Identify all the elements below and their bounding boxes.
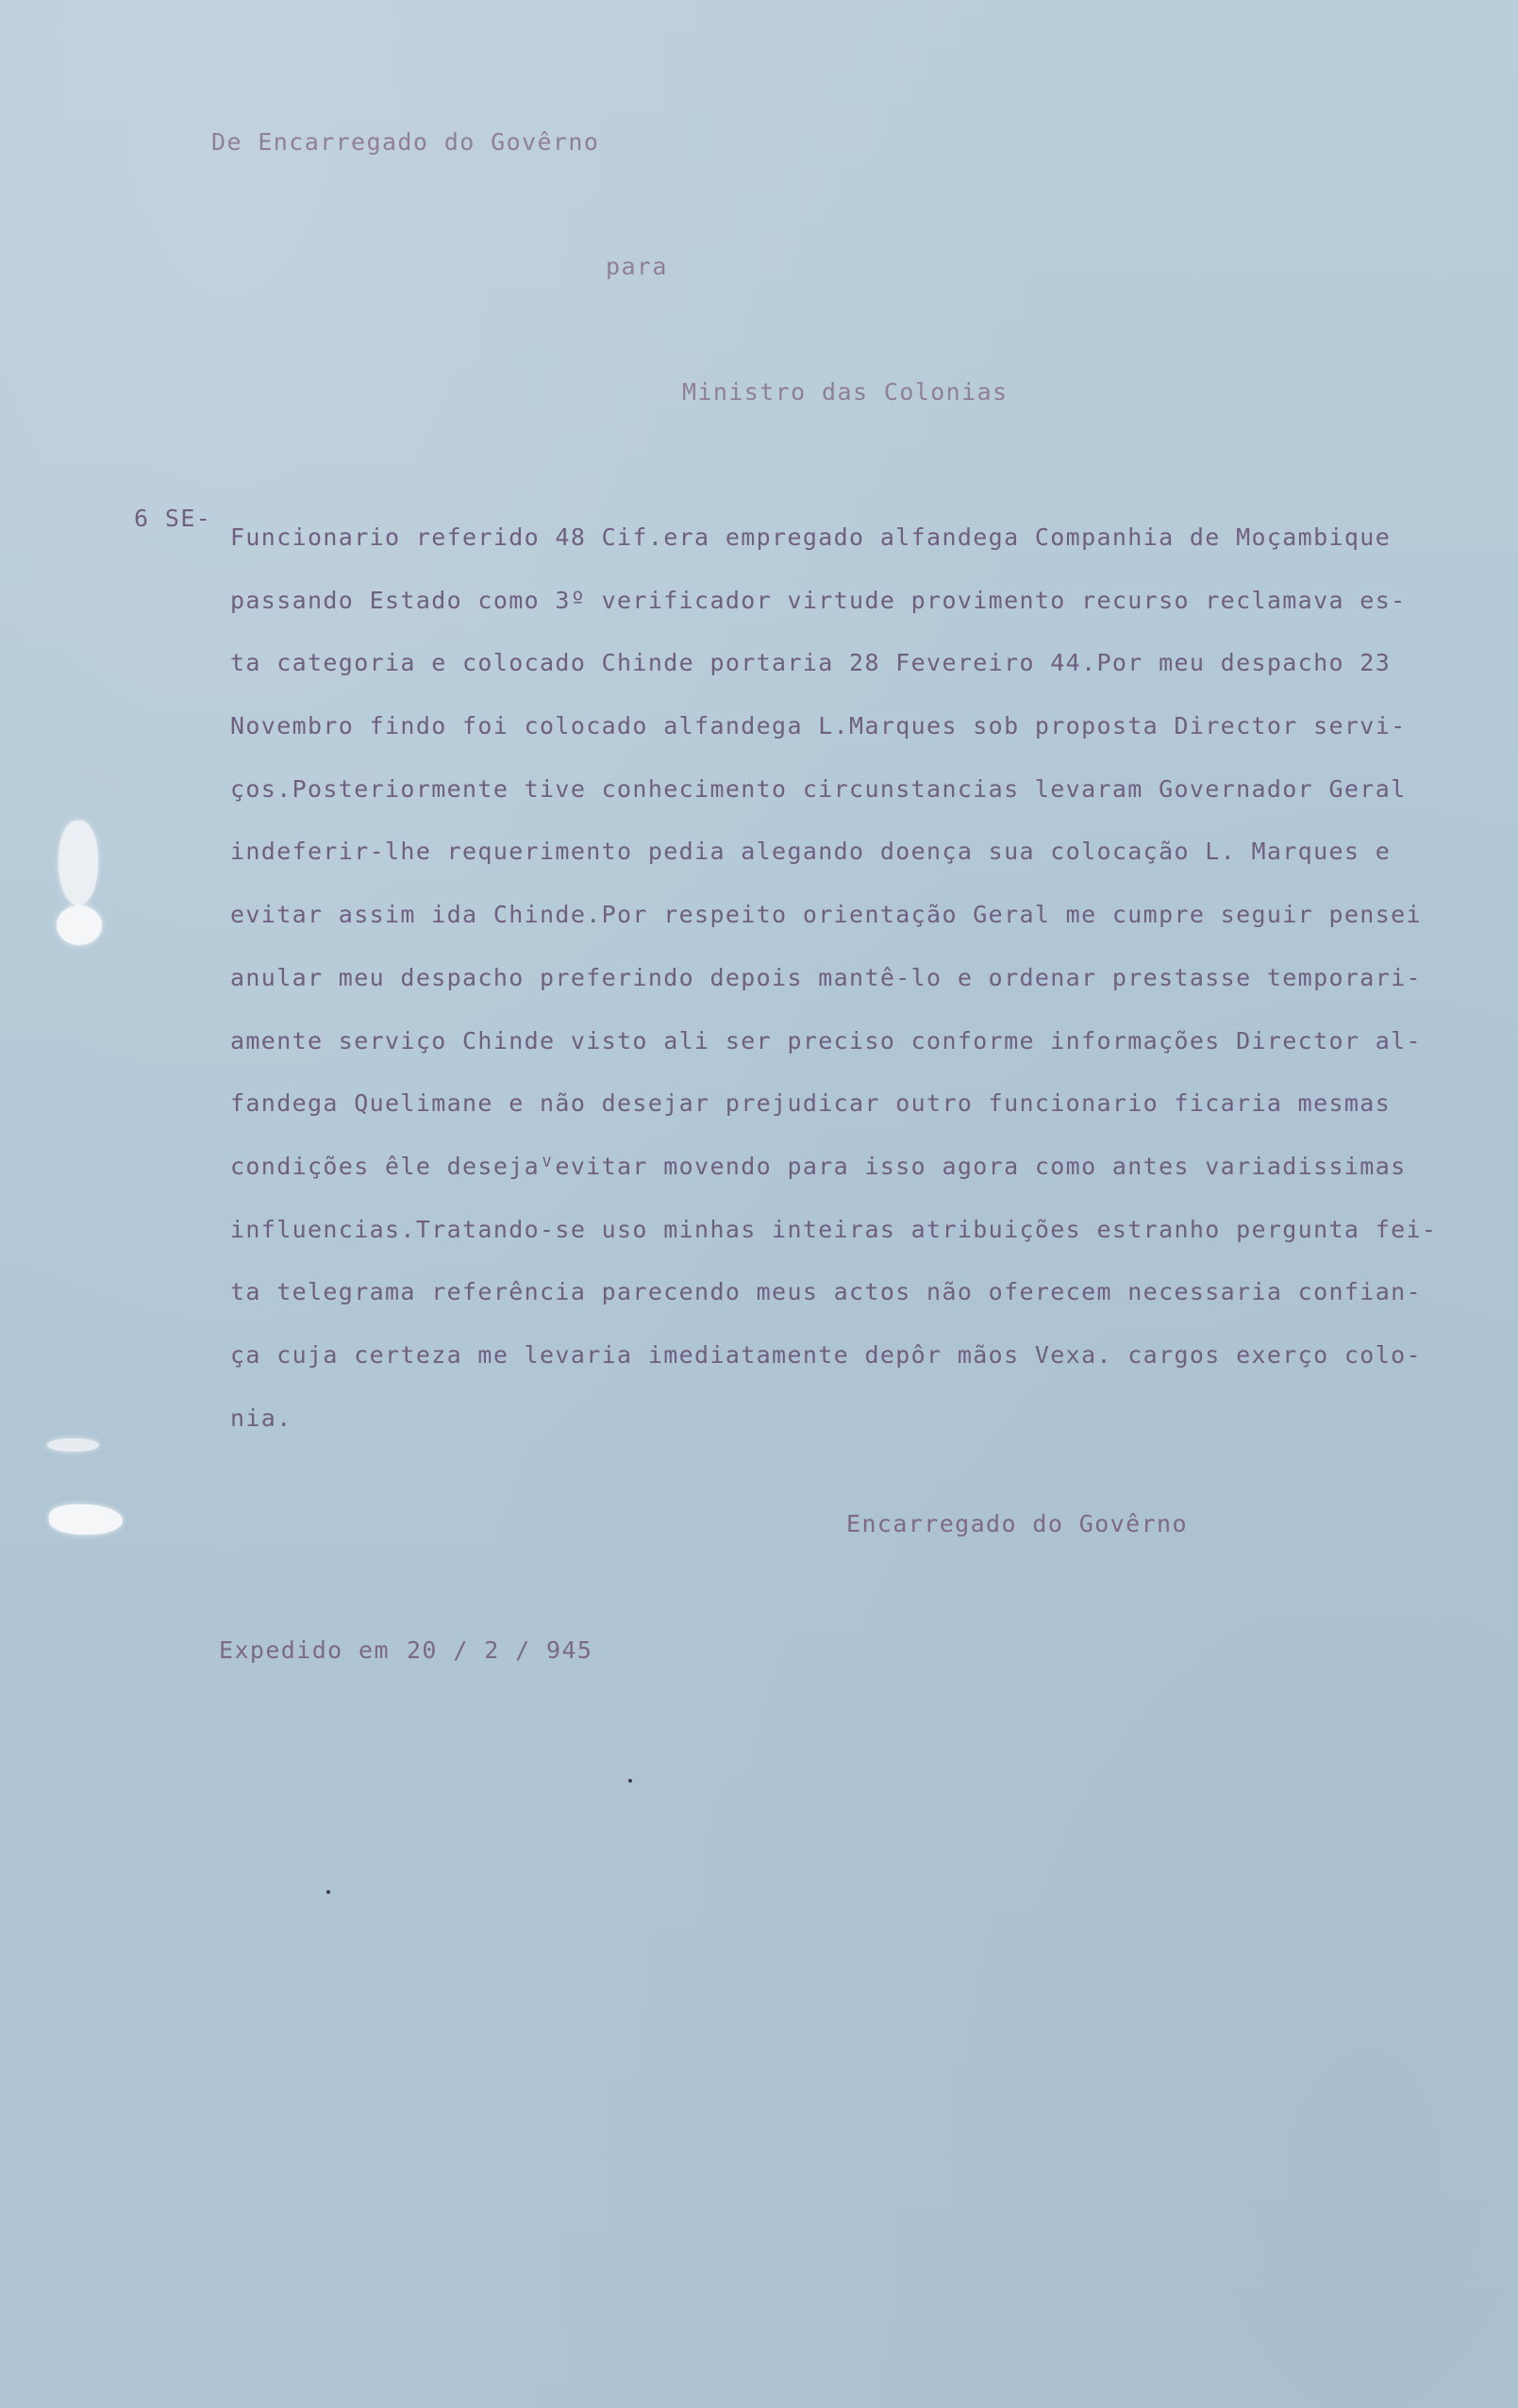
punch-hole-mark xyxy=(57,905,102,945)
telegram-reference: 6 SE- xyxy=(134,505,212,532)
connector-word: para xyxy=(606,253,668,280)
body-line: anular meu despacho preferindo depois mantê-lo e ordenar prestasse temporari- xyxy=(230,963,1422,991)
body-line: fandega Quelimane e não desejar prejudicar outro funcionario ficaria mesmas xyxy=(230,1089,1392,1118)
body-line: Funcionario referido 48 Cif.era empregado alfandega Companhia de Moçambique xyxy=(230,523,1392,551)
ink-speck xyxy=(326,1890,330,1894)
body-line: evitar assim ida Chinde.Por respeito orientação Geral me cumpre seguir pensei xyxy=(230,901,1422,929)
body-line: ça cuja certeza me levaria imediatamente depôr mãos Vexa. cargos exerço colo- xyxy=(230,1340,1422,1369)
recipient-line: Ministro das Colonias xyxy=(682,378,1009,406)
sender-line: De Encarregado do Govêrno xyxy=(211,128,600,156)
dispatch-row xyxy=(219,1638,592,1662)
telegram-body xyxy=(230,507,1457,1450)
body-line: ta categoria e colocado Chinde portaria 28 Fevereiro 44.Por meu despacho 23 xyxy=(230,649,1392,677)
body-line: ta telegrama referência parecendo meus actos não oferecem necessaria confian- xyxy=(230,1278,1422,1306)
signature-line: Encarregado do Govêrno xyxy=(846,1510,1188,1537)
body-line: indeferir-lhe requerimento pedia alegando doença sua colocação L. Marques e xyxy=(230,838,1392,866)
punch-hole-mark xyxy=(47,1438,99,1452)
body-line: influencias.Tratando-se uso minhas inteiras atribuições estranho pergunta fei- xyxy=(230,1215,1438,1243)
dispatch-label: Expedido em xyxy=(219,1636,390,1664)
body-line: ços.Posteriormente tive conhecimento circunstancias levaram Governador Geral xyxy=(230,774,1407,803)
body-line: passando Estado como 3º verificador virtude provimento recurso reclamava es- xyxy=(230,586,1407,614)
ink-speck xyxy=(628,1779,632,1783)
body-line: amente serviço Chinde visto ali ser preciso conforme informações Director al- xyxy=(230,1026,1422,1055)
dispatch-date: 20 / 2 / 945 xyxy=(406,1636,593,1664)
punch-hole-mark xyxy=(49,1504,123,1535)
body-line: Novembro findo foi colocado alfandega L.Marques sob proposta Director servi- xyxy=(230,712,1407,740)
body-line: nia. xyxy=(230,1403,292,1432)
punch-hole-mark xyxy=(58,821,98,905)
body-line: condições êle desejaⱽevitar movendo para isso agora como antes variadissimas xyxy=(230,1152,1407,1180)
